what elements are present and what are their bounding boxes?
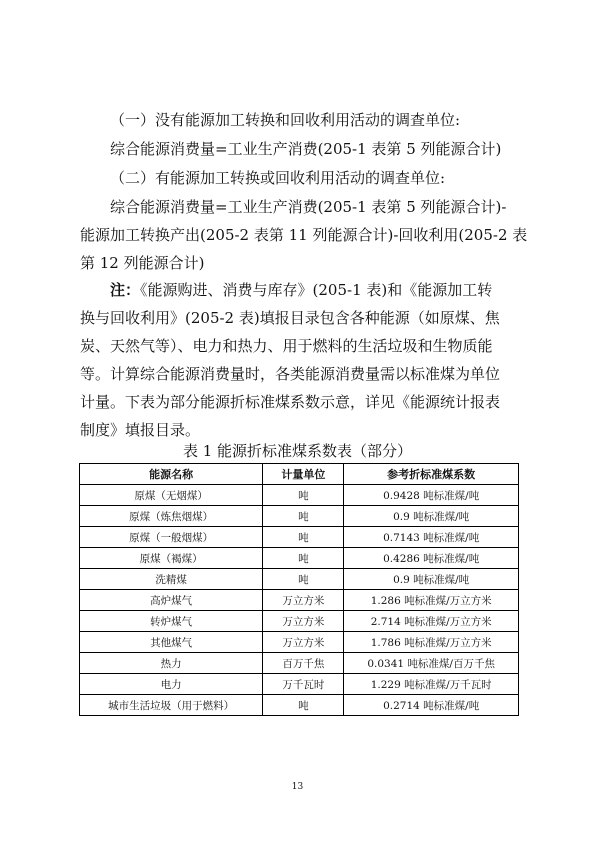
cell-energy-name: 转炉煤气	[80, 611, 263, 632]
conversion-table	[79, 463, 519, 716]
cell-coefficient: 0.9 吨标准煤/吨	[344, 506, 519, 527]
table-row	[80, 695, 519, 716]
table-row	[80, 632, 519, 653]
table-row	[80, 569, 519, 590]
section1-heading: （一）没有能源加工转换和回收利用活动的调查单位:	[110, 111, 461, 129]
cell-unit: 吨	[263, 527, 344, 548]
note-line-text: 《能源购进、消费与库存》(205-1 表)和《能源加工转	[140, 281, 493, 299]
cell-coefficient: 0.7143 吨标准煤/吨	[344, 527, 519, 548]
note-label: 注：	[110, 281, 141, 299]
cell-energy-name: 原煤（褐煤）	[80, 548, 263, 569]
table-row	[80, 611, 519, 632]
note-line	[80, 276, 520, 304]
formula2-line: 综合能源消费量=工业生产消费(205-1 表第 5 列能源合计)-	[110, 198, 507, 216]
cell-unit: 吨	[263, 569, 344, 590]
cell-unit: 吨	[263, 506, 344, 527]
cell-coefficient: 0.9428 吨标准煤/吨	[344, 485, 519, 506]
table-header-row	[80, 464, 519, 485]
table-row	[80, 590, 519, 611]
formula2-line: 能源加工转换产出(205-2 表第 11 列能源合计)-回收利用(205-2 表	[80, 226, 528, 244]
cell-unit: 万立方米	[263, 590, 344, 611]
note-line: 换与回收利用》(205-2 表)填报目录包含各种能源（如原煤、焦	[80, 309, 500, 327]
header-energy-name: 能源名称	[80, 464, 263, 485]
cell-coefficient: 1.286 吨标准煤/万立方米	[344, 590, 519, 611]
cell-coefficient: 2.714 吨标准煤/万立方米	[344, 611, 519, 632]
note-line: 等。计算综合能源消费量时，各类能源消费量需以标准煤为单位	[80, 365, 501, 383]
table-caption: 表 1 能源折标准煤系数表（部分）	[182, 442, 413, 460]
cell-coefficient: 0.9 吨标准煤/吨	[344, 569, 519, 590]
formula1: 综合能源消费量=工业生产消费(205-1 表第 5 列能源合计)	[110, 140, 502, 158]
page-number: 13	[291, 782, 304, 792]
cell-unit: 万立方米	[263, 632, 344, 653]
table-row	[80, 485, 519, 506]
note-line: 制度》填报目录。	[80, 421, 201, 439]
cell-energy-name: 原煤（一般烟煤）	[80, 527, 263, 548]
table-row	[80, 506, 519, 527]
cell-coefficient: 0.0341 吨标准煤/百万千焦	[344, 653, 519, 674]
cell-coefficient: 0.4286 吨标准煤/吨	[344, 548, 519, 569]
note-line: 计量。下表为部分能源折标准煤系数示意，详见《能源统计报表	[80, 393, 501, 411]
cell-coefficient: 1.786 吨标准煤/万立方米	[344, 632, 519, 653]
note-line: 炭、天然气等）、电力和热力、用于燃料的生活垃圾和生物质能	[80, 337, 493, 355]
cell-energy-name: 原煤（无烟煤）	[80, 485, 263, 506]
cell-energy-name: 其他煤气	[80, 632, 263, 653]
section2-heading: （二）有能源加工转换或回收利用活动的调查单位:	[110, 169, 446, 187]
cell-unit: 万立方米	[263, 611, 344, 632]
header-unit: 计量单位	[263, 464, 344, 485]
formula2	[80, 193, 528, 277]
cell-energy-name: 热力	[80, 653, 263, 674]
table-row	[80, 653, 519, 674]
header-coefficient: 参考折标准煤系数	[344, 464, 519, 485]
cell-unit: 百万千焦	[263, 653, 344, 674]
formula2-line: 第 12 列能源合计)	[80, 254, 205, 272]
cell-energy-name: 高炉煤气	[80, 590, 263, 611]
cell-energy-name: 洗精煤	[80, 569, 263, 590]
cell-unit: 万千瓦时	[263, 674, 344, 695]
cell-energy-name: 原煤（炼焦烟煤）	[80, 506, 263, 527]
table-row	[80, 527, 519, 548]
cell-coefficient: 0.2714 吨标准煤/吨	[344, 695, 519, 716]
cell-unit: 吨	[263, 695, 344, 716]
table-row	[80, 674, 519, 695]
cell-unit: 吨	[263, 485, 344, 506]
table-row	[80, 548, 519, 569]
cell-unit: 吨	[263, 548, 344, 569]
cell-coefficient: 1.229 吨标准煤/万千瓦时	[344, 674, 519, 695]
cell-energy-name: 电力	[80, 674, 263, 695]
cell-energy-name: 城市生活垃圾（用于燃料）	[80, 695, 263, 716]
note-paragraph	[80, 276, 520, 444]
